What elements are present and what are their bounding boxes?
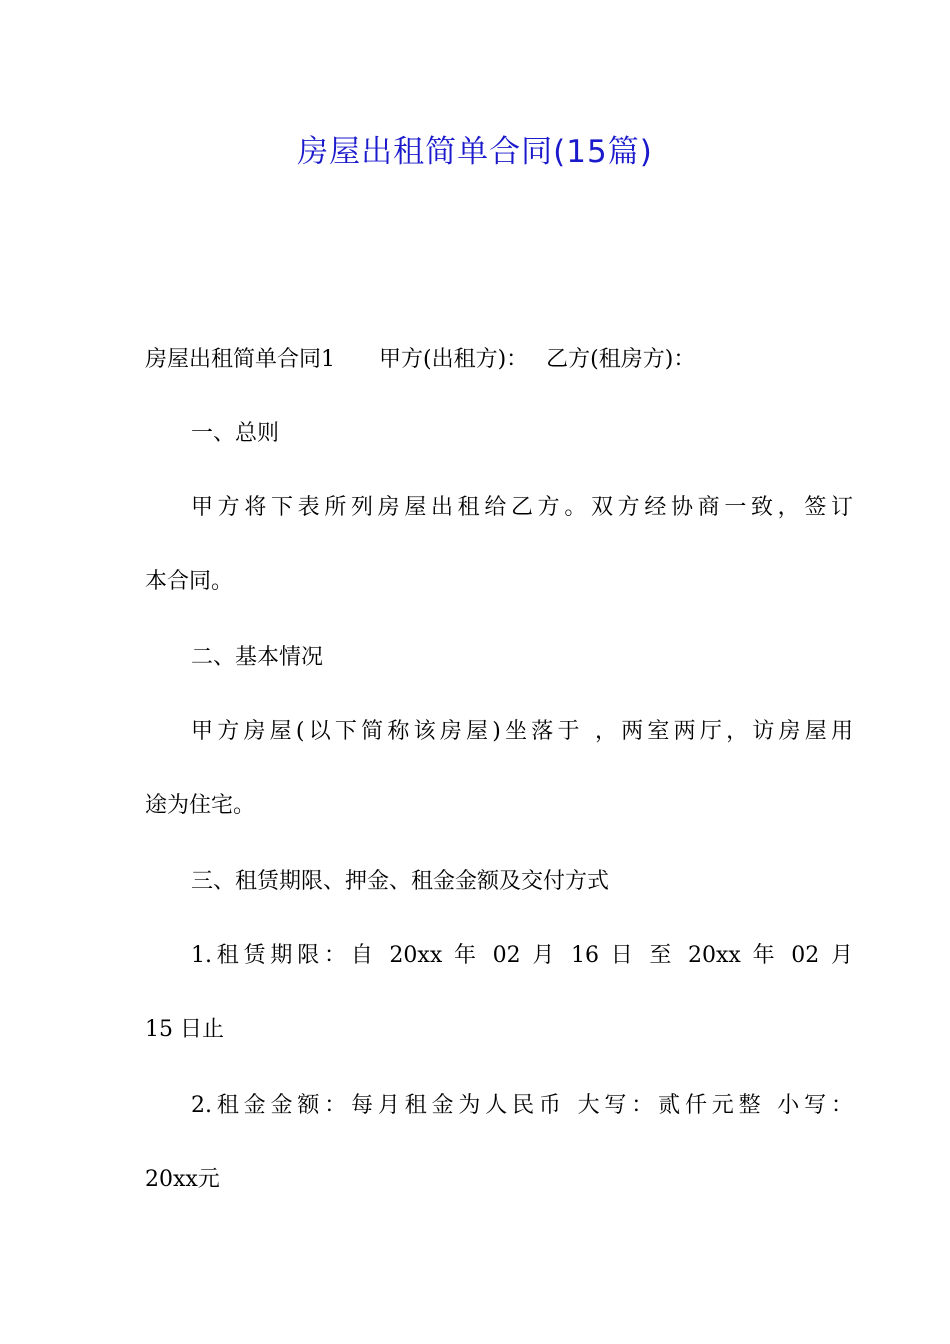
party-b-label: 乙方(租房方)： [546,347,696,372]
rent-amount-line1: 2.租金金额：每月租金为人民币 大写：贰仟元整 小写： [191,1093,853,1118]
rent-amount-line2: 20xx元 [145,1167,220,1192]
lease-term-line2: 15 日止 [145,1017,224,1042]
section1-heading: 一、总则 [191,421,280,446]
section2-paragraph-line2: 途为住宅。 [145,793,256,818]
party-a-label: 甲方(出租方)： [379,347,529,372]
contract-heading: 房屋出租简单合同1 [145,347,335,372]
section1-paragraph-line2: 本合同。 [145,569,234,594]
section1-paragraph-line1: 甲方将下表所列房屋出租给乙方。双方经协商一致，签订 [191,495,853,520]
lease-term-line1: 1.租赁期限：自 20xx 年 02 月 16 日 至 20xx 年 02 月 [191,943,853,968]
section2-heading: 二、基本情况 [191,645,324,670]
section3-heading: 三、租赁期限、押金、租金金额及交付方式 [191,869,610,894]
contract-header-line [145,344,807,376]
document-title: 房屋出租简单合同(15篇) [297,134,653,170]
section2-paragraph-line1: 甲方房屋(以下简称该房屋)坐落于 ，两室两厅，访房屋用 [191,719,853,744]
